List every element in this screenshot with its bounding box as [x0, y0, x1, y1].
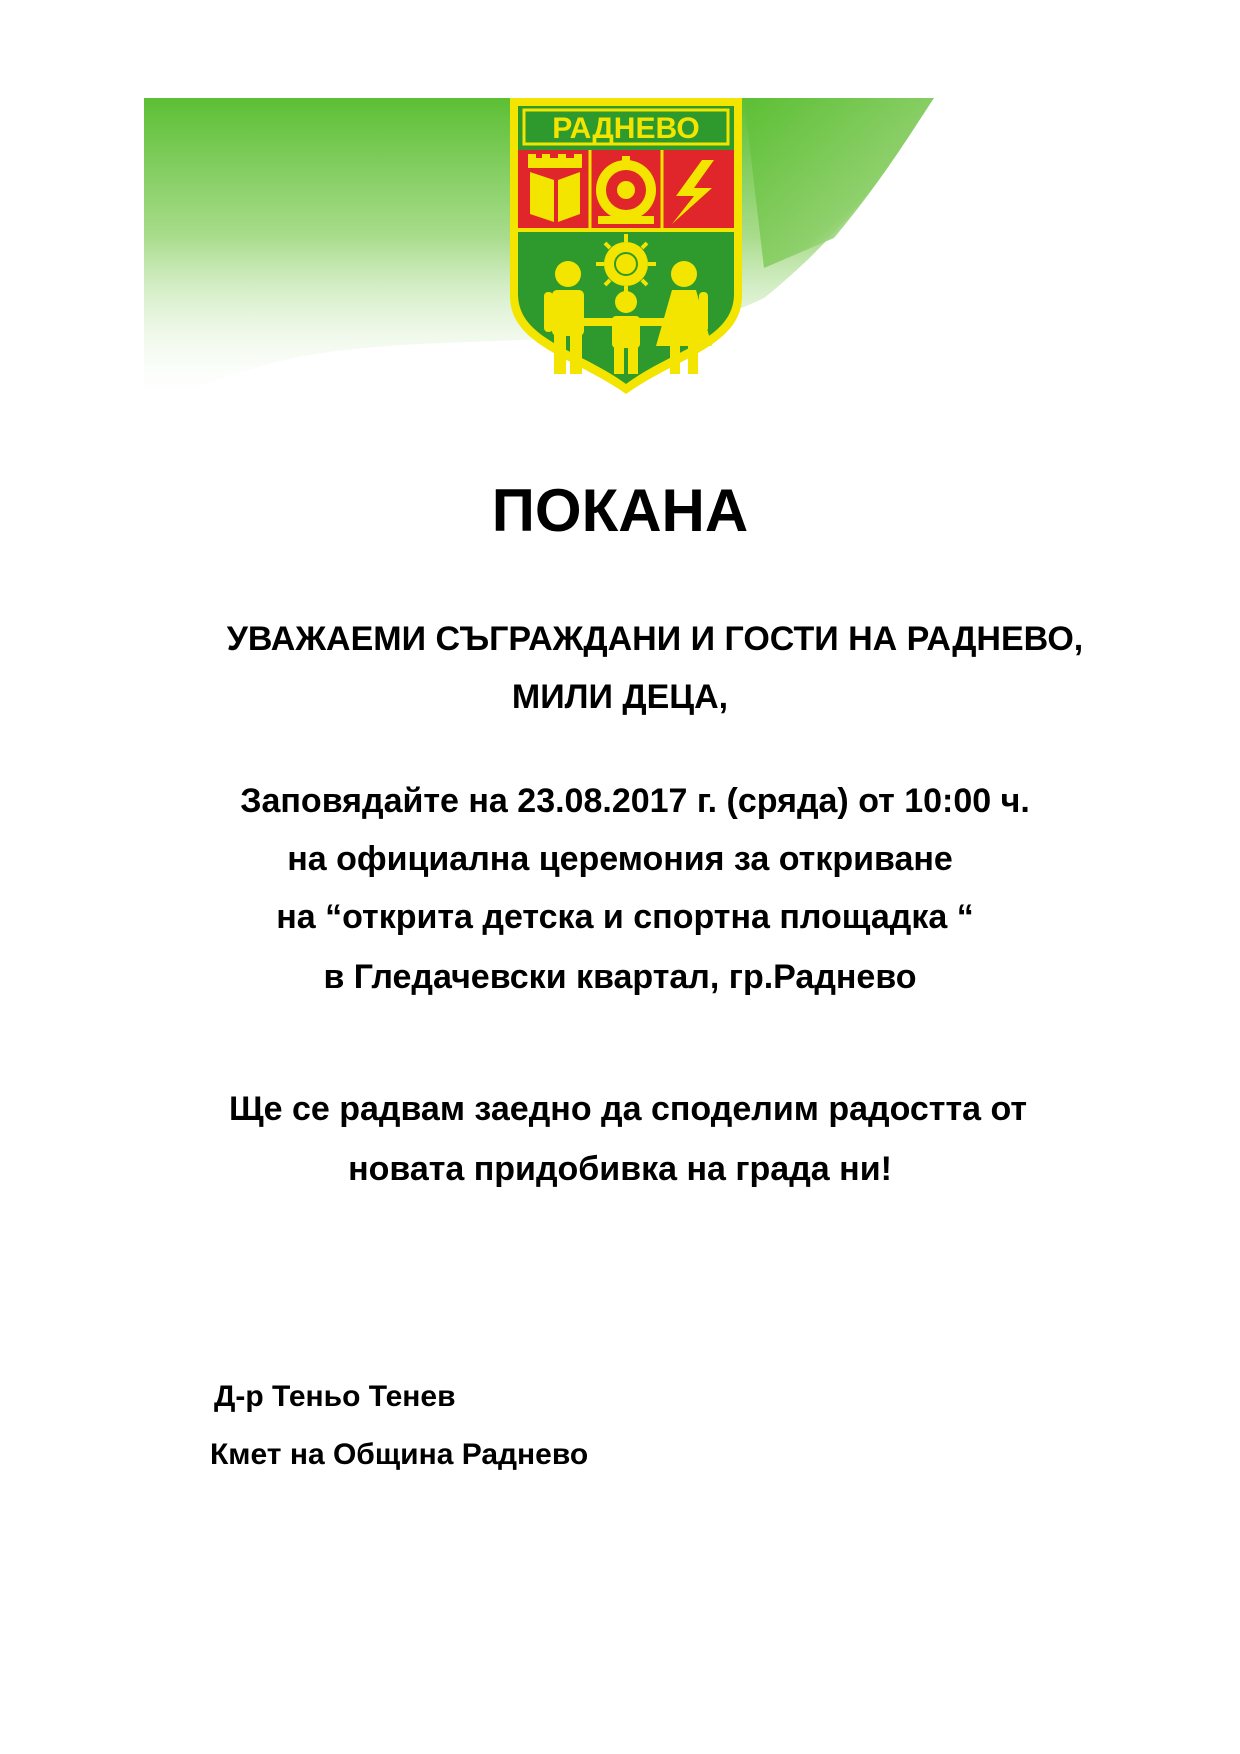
invitation-line-1: Заповядайте на 23.08.2017 г. (сряда) от 10:00 ч.	[240, 782, 1030, 820]
invitation-line-2: на официална церемония за откриване	[287, 840, 953, 878]
crest-town-name: РАДНЕВО	[552, 112, 700, 145]
invitation-line-4: в Гледачевски квартал, гр.Раднево	[323, 958, 917, 996]
invitation-line-3: на “открита детска и спортна площадка “	[276, 898, 974, 936]
signature-name: Д-р Теньо Тенев	[214, 1380, 456, 1413]
closing-line-2: новата придобивка на града ни!	[348, 1150, 892, 1188]
signature-position: Кмет на Община Раднево	[210, 1438, 589, 1471]
greeting-line-1: УВАЖАЕМИ СЪГРАЖДАНИ И ГОСТИ НА РАДНЕВО,	[226, 620, 1084, 658]
radnevo-coat-of-arms	[506, 96, 746, 396]
sun-icon	[596, 234, 656, 294]
greeting-line-2: МИЛИ ДЕЦА,	[511, 678, 729, 716]
closing-line-1: Ще се радвам заедно да споделим радостта от	[228, 1090, 1028, 1128]
page-title: ПОКАНА	[491, 477, 749, 544]
